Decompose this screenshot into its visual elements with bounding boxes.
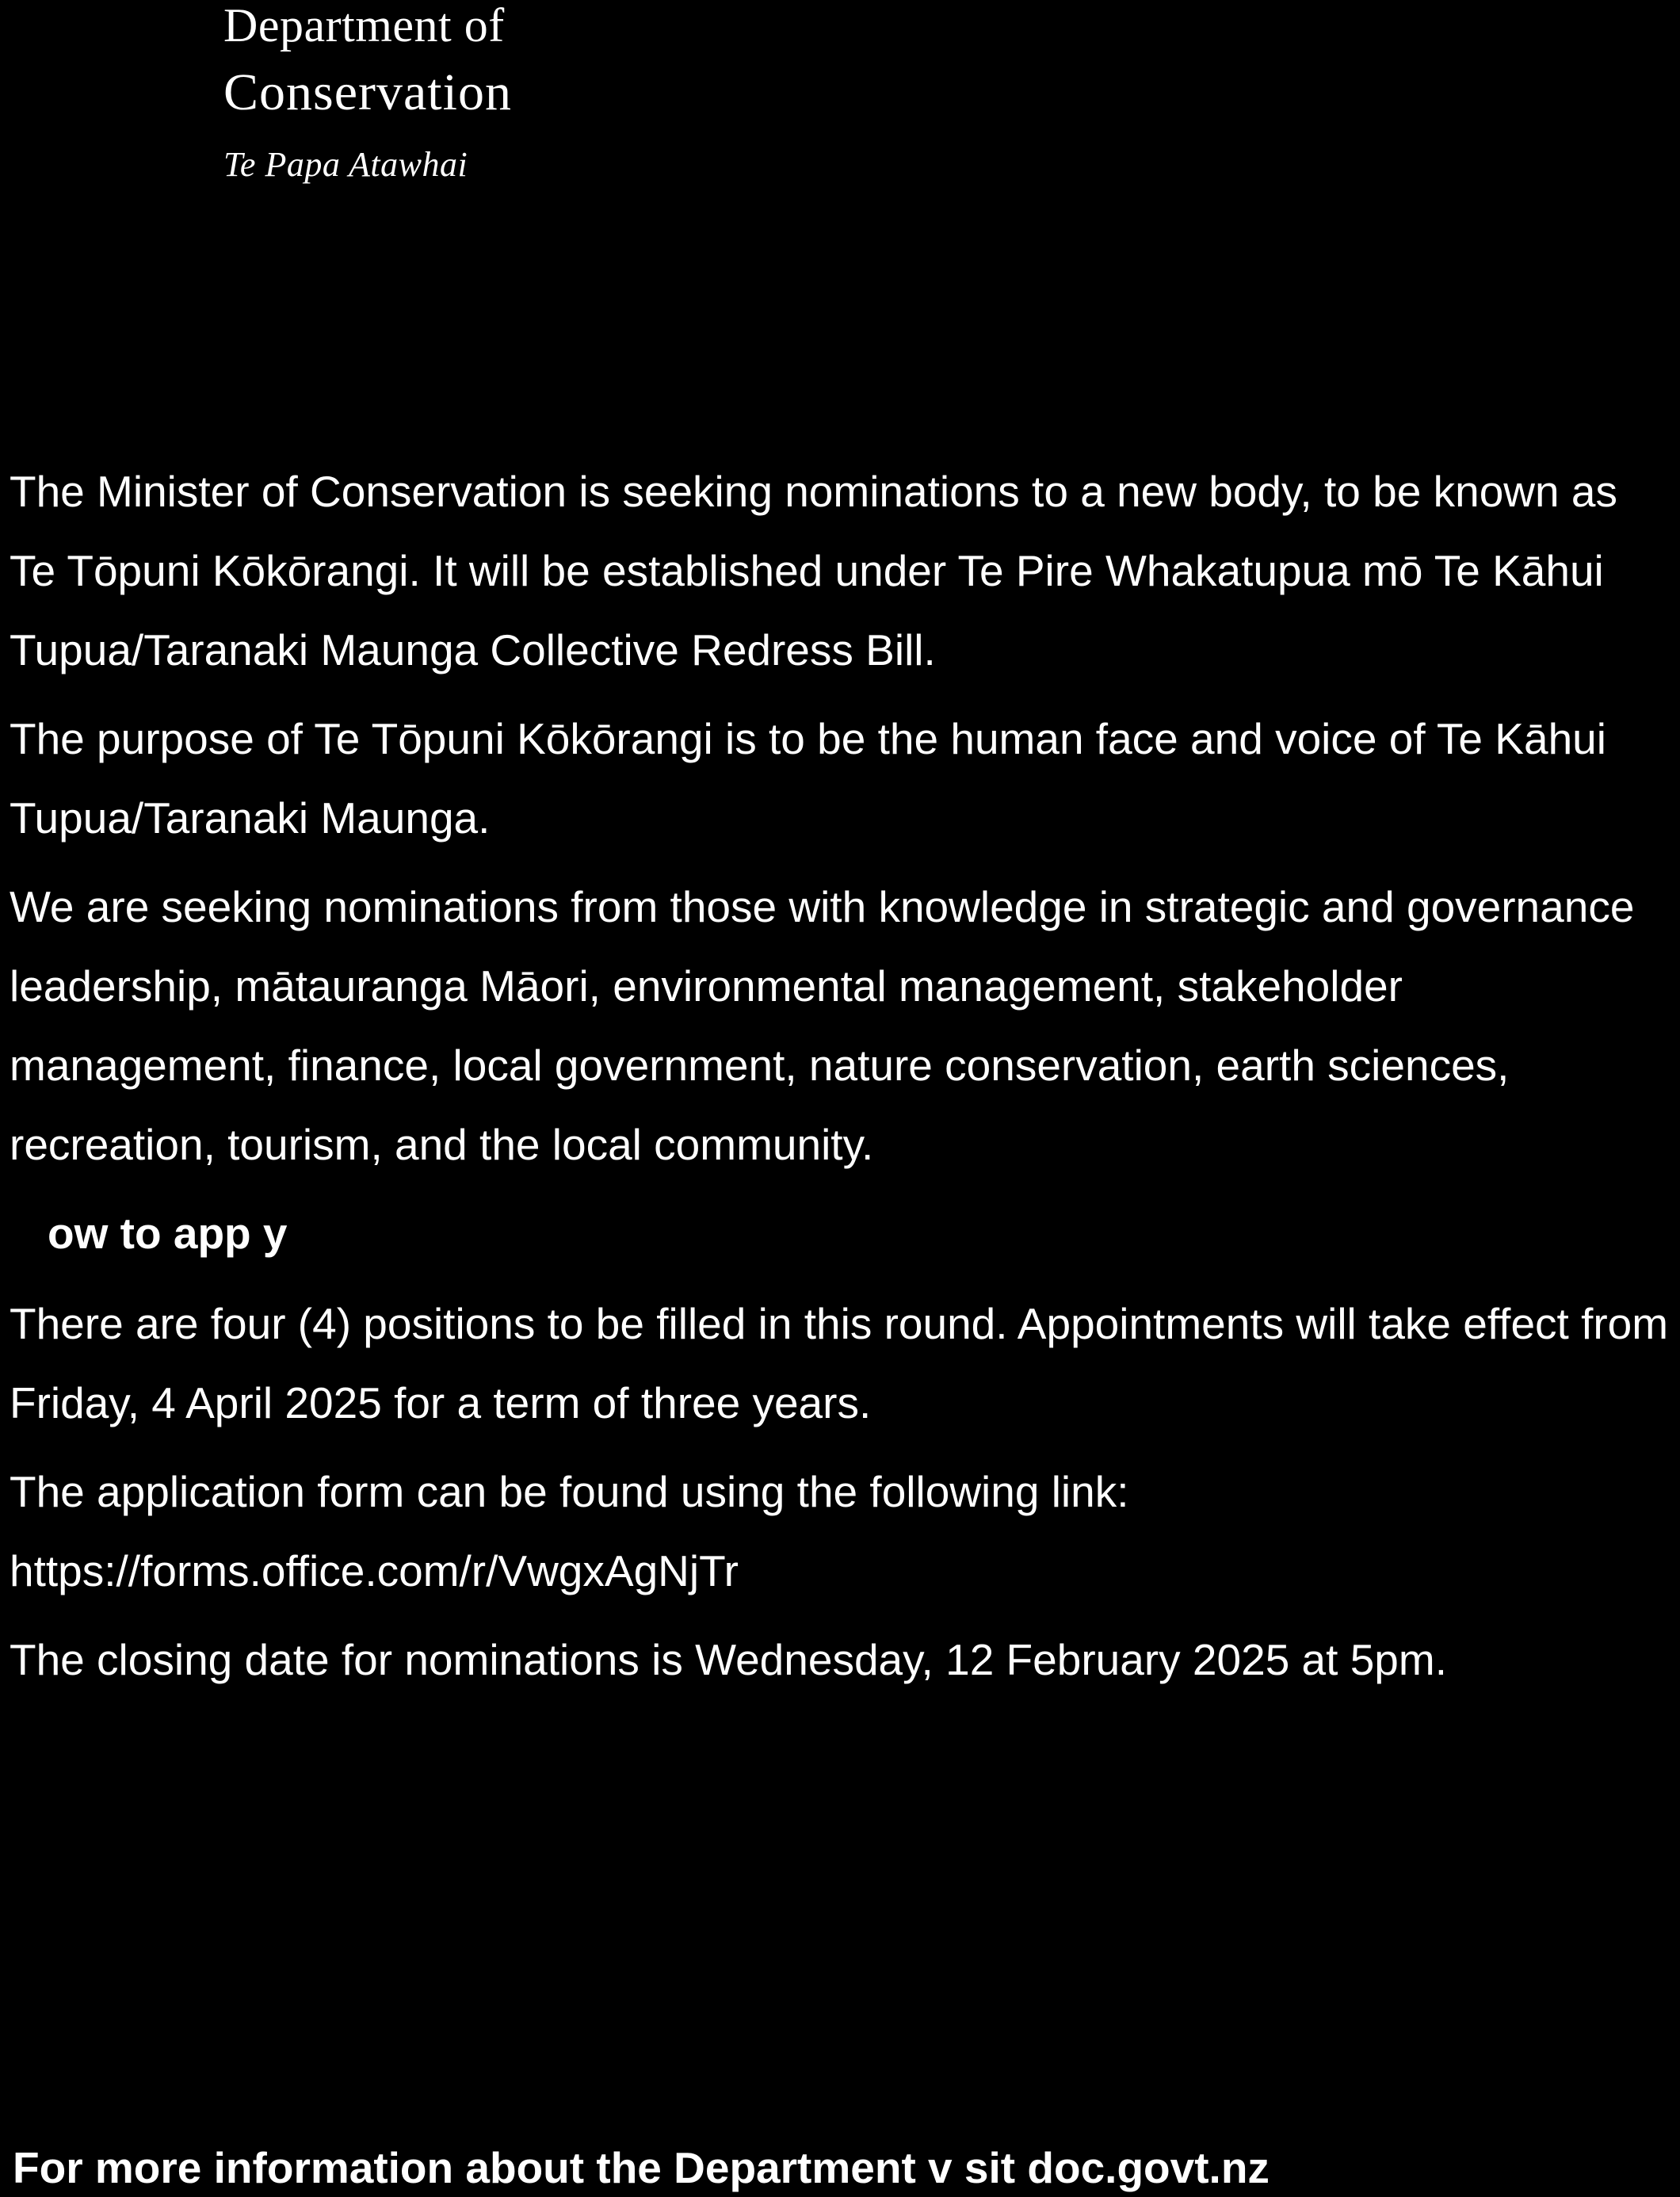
purpose-paragraph: The purpose of Te Tōpuni Kōkōrangi is to be the human face and voice of Te Kāhui Tupua/Taranaki Maunga.	[10, 714, 1606, 843]
seeking-paragraph: We are seeking nominations from those with knowledge in strategic and governance leadership, mātauranga Māori, environmental management, stakeholder management, finance, local government, nature conservation, earth sciences, recreation, tourism, and the local community.	[10, 882, 1635, 1169]
logo-te-papa-atawhai: Te Papa Atawhai	[223, 145, 468, 184]
notice-body	[10, 452, 1674, 1709]
logo-department-of: Department of	[223, 0, 505, 52]
doc-logo	[223, 0, 636, 182]
closing-date-paragraph: The closing date for nominations is Wednesday, 12 February 2025 at 5pm.	[10, 1635, 1447, 1684]
application-form-paragraph: The application form can be found using the following link: https://forms.office.com/r/VwgxAgNjTr	[10, 1467, 1129, 1595]
intro-paragraph: The Minister of Conservation is seeking nominations to a new body, to be known as Te Tōpuni Kōkōrangi. It will be established under Te Pire Whakatupua mō Te Kāhui Tupua/Taranaki Maunga Collective Redress Bill.	[10, 467, 1617, 674]
logo-conservation: Conservation	[223, 63, 512, 121]
positions-paragraph: There are four (4) positions to be filled in this round. Appointments will take effect from Friday, 4 April 2025 for a term of three years.	[10, 1299, 1669, 1427]
footer-more-info: For more information about the Department v sit doc.govt.nz	[13, 2143, 1270, 2192]
how-to-apply-heading: ow to app y	[48, 1209, 288, 1258]
